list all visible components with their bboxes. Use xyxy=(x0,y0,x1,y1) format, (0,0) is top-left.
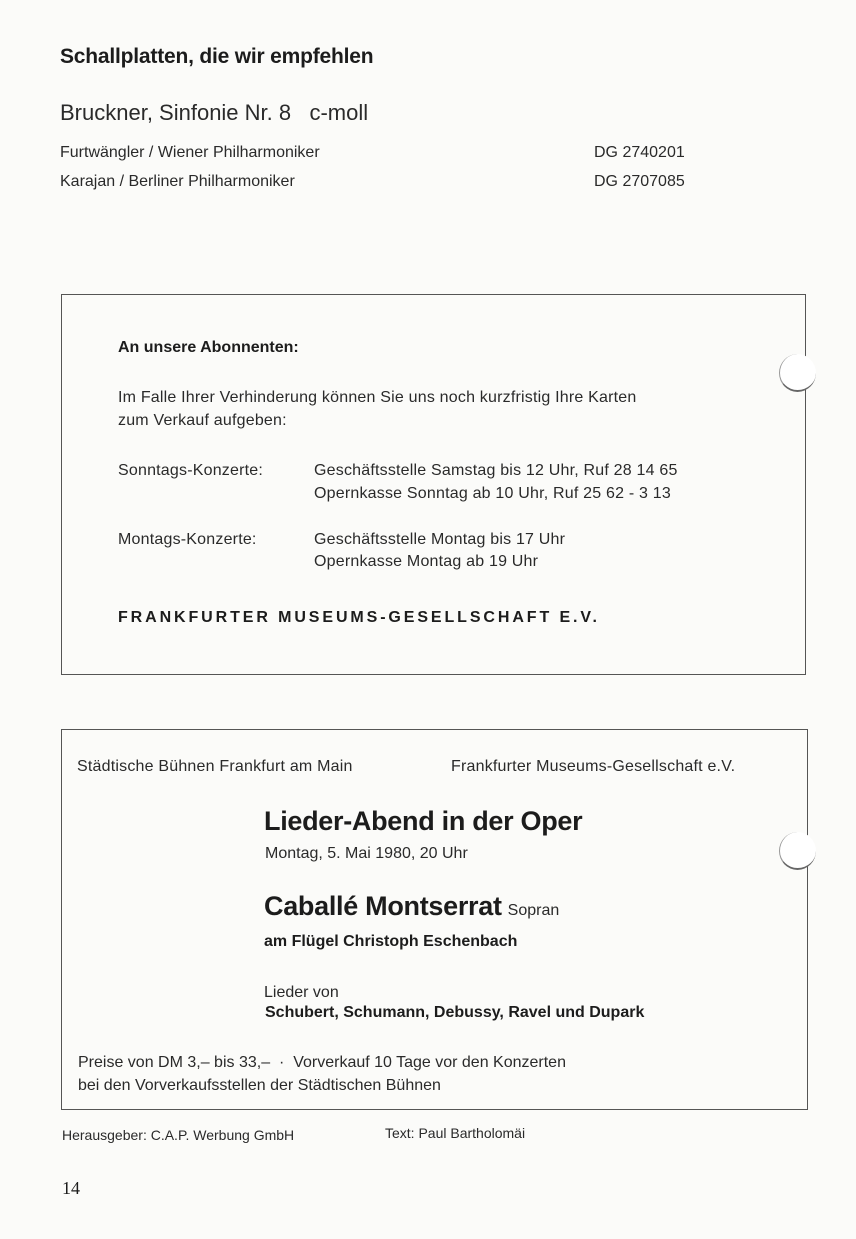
schedule-line: Opernkasse Sonntag ab 10 Uhr, Ruf 25 62 - 3 13 xyxy=(314,485,671,502)
recording-performers: Furtwängler / Wiener Philharmoniker xyxy=(60,144,320,161)
artist-name: Caballé Montserrat xyxy=(264,891,502,921)
subscriber-intro: Im Falle Ihrer Verhinderung können Sie uns noch kurzfristig Ihre Karten xyxy=(118,389,637,406)
organizer-left: Städtische Bühnen Frankfurt am Main xyxy=(77,758,353,775)
schedule-line: Geschäftsstelle Montag bis 17 Uhr xyxy=(314,531,566,548)
accompanist: am Flügel Christoph Eschenbach xyxy=(264,933,518,950)
schedule-line: Opernkasse Montag ab 19 Uhr xyxy=(314,553,539,570)
schedule-label: Montags-Konzerte: xyxy=(118,531,257,548)
binder-hole-decoration xyxy=(779,832,816,870)
schedule-label: Sonntags-Konzerte: xyxy=(118,462,264,479)
recording-catalog: DG 2707085 xyxy=(594,173,685,190)
binder-hole-decoration xyxy=(779,354,816,392)
society-name: FRANKFURTER MUSEUMS-GESELLSCHAFT E.V. xyxy=(118,609,600,626)
price-line: Preise von DM 3,– bis 33,– · Vorverkauf 10 Tage vor den Konzerten xyxy=(78,1054,566,1071)
subscriber-heading: An unsere Abonnenten: xyxy=(118,339,299,356)
subscriber-intro: zum Verkauf aufgeben: xyxy=(118,412,287,429)
event-date: Montag, 5. Mai 1980, 20 Uhr xyxy=(265,845,468,862)
price-line: bei den Vorverkaufsstellen der Städtischen Bühnen xyxy=(78,1077,441,1094)
artist-voice: Sopran xyxy=(507,902,560,919)
recording-catalog: DG 2740201 xyxy=(594,144,685,161)
event-title: Lieder-Abend in der Oper xyxy=(264,806,583,836)
recording-performers: Karajan / Berliner Philharmoniker xyxy=(60,173,295,190)
composers: Schubert, Schumann, Debussy, Ravel und Dupark xyxy=(265,1004,645,1021)
text-credit: Text: Paul Bartholomäi xyxy=(385,1125,526,1141)
publisher-credit: Herausgeber: C.A.P. Werbung GmbH xyxy=(62,1127,295,1143)
recommended-work: Bruckner, Sinfonie Nr. 8 c-moll xyxy=(60,100,369,125)
recommendations-heading: Schallplatten, die wir empfehlen xyxy=(60,45,374,68)
page-number: 14 xyxy=(62,1178,80,1198)
lieder-intro: Lieder von xyxy=(264,984,339,1001)
schedule-line: Geschäftsstelle Samstag bis 12 Uhr, Ruf 28 14 65 xyxy=(314,462,678,479)
organizer-right: Frankfurter Museums-Gesellschaft e.V. xyxy=(451,758,736,775)
artist-row xyxy=(264,891,559,922)
